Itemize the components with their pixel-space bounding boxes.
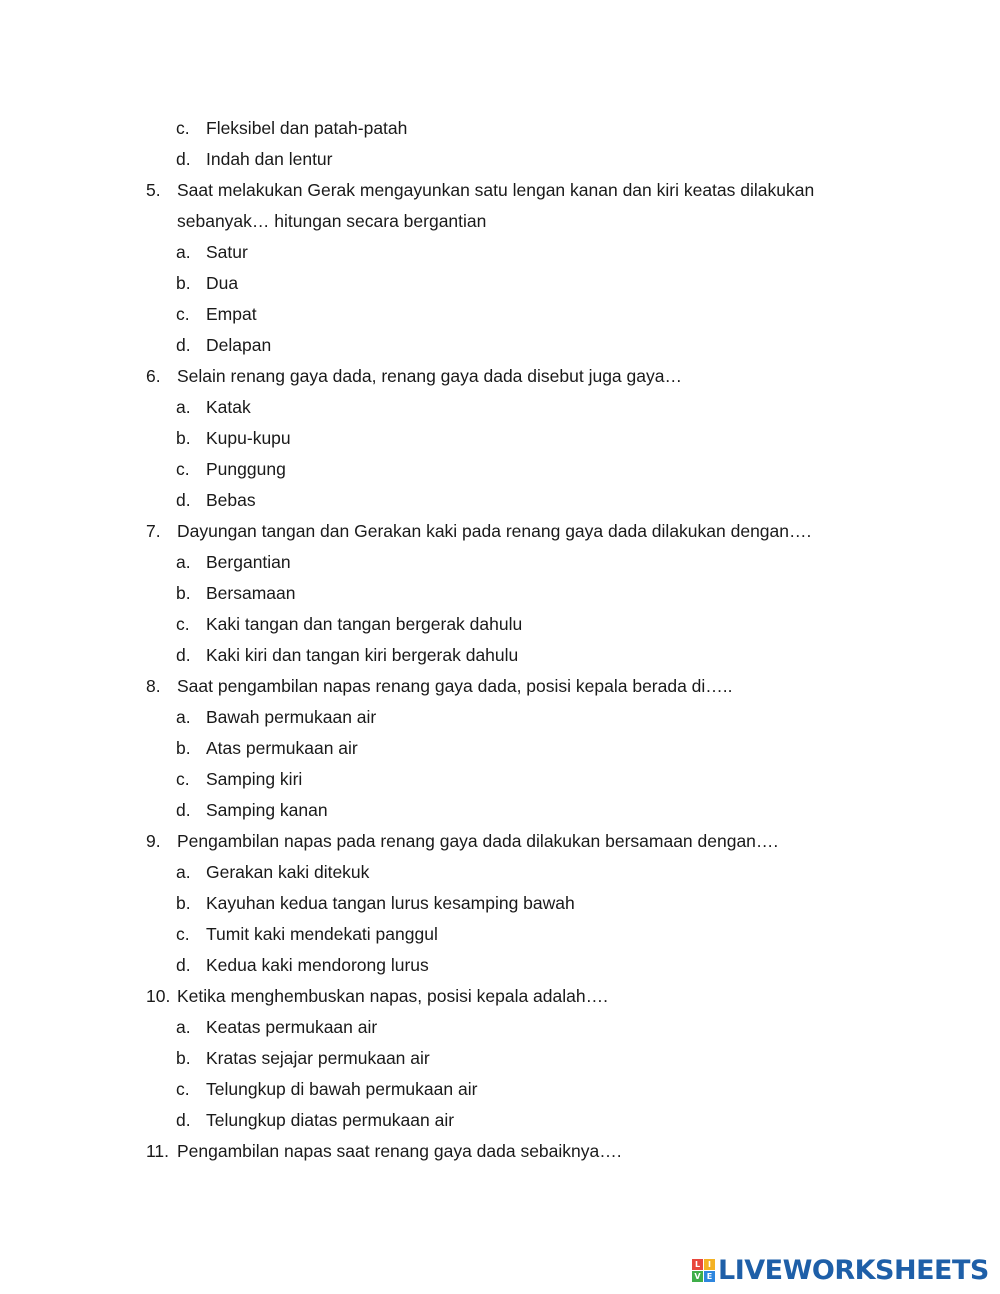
- option-text: Katak: [206, 397, 251, 417]
- option-letter: a.: [176, 552, 191, 572]
- logo-blocks-icon: [692, 1259, 715, 1282]
- option-letter: d.: [176, 149, 191, 169]
- option-letter: a.: [176, 242, 191, 262]
- option-text: Samping kiri: [206, 769, 303, 789]
- option-letter: c.: [176, 304, 190, 324]
- option-text: Indah dan lentur: [206, 149, 333, 169]
- option-letter: b.: [176, 893, 191, 913]
- option-letter: d.: [176, 490, 191, 510]
- option-letter: b.: [176, 583, 191, 603]
- question-text: Pengambilan napas pada renang gaya dada dilakukan bersamaan dengan….: [177, 831, 779, 851]
- option-letter: c.: [176, 1079, 190, 1099]
- option-letter: a.: [176, 397, 191, 417]
- option-text: Keatas permukaan air: [206, 1017, 378, 1037]
- logo-block: E: [704, 1271, 715, 1282]
- option-text: Telungkup diatas permukaan air: [206, 1110, 455, 1130]
- question-text: Dayungan tangan dan Gerakan kaki pada renang gaya dada dilakukan dengan….: [177, 521, 812, 541]
- option-letter: c.: [176, 118, 190, 138]
- question-number: 9.: [146, 831, 161, 851]
- option-text: Kaki tangan dan tangan bergerak dahulu: [206, 614, 523, 634]
- liveworksheets-logo: [692, 1253, 989, 1287]
- option-text: Kedua kaki mendorong lurus: [206, 955, 429, 975]
- option-text: Dua: [206, 273, 239, 293]
- option-text: Samping kanan: [206, 800, 328, 820]
- option-text: Delapan: [206, 335, 272, 355]
- question-number: 10.: [146, 986, 171, 1006]
- option-letter: d.: [176, 1110, 191, 1130]
- option-letter: a.: [176, 862, 191, 882]
- question-text: sebanyak… hitungan secara bergantian: [177, 211, 487, 231]
- question-number: 8.: [146, 676, 161, 696]
- option-letter: d.: [176, 335, 191, 355]
- option-letter: d.: [176, 645, 191, 665]
- option-text: Atas permukaan air: [206, 738, 358, 758]
- option-text: Telungkup di bawah permukaan air: [206, 1079, 478, 1099]
- option-text: Punggung: [206, 459, 286, 479]
- option-letter: a.: [176, 707, 191, 727]
- option-text: Kayuhan kedua tangan lurus kesamping bawah: [206, 893, 575, 913]
- question-text: Saat pengambilan napas renang gaya dada, posisi kepala berada di…..: [177, 676, 733, 696]
- question-number: 11.: [146, 1141, 170, 1161]
- option-letter: d.: [176, 955, 191, 975]
- option-text: Bawah permukaan air: [206, 707, 377, 727]
- option-text: Bersamaan: [206, 583, 296, 603]
- logo-block: V: [692, 1271, 703, 1282]
- option-text: Tumit kaki mendekati panggul: [206, 924, 438, 944]
- option-letter: c.: [176, 459, 190, 479]
- option-letter: b.: [176, 273, 191, 293]
- option-text: Empat: [206, 304, 257, 324]
- option-text: Kratas sejajar permukaan air: [206, 1048, 430, 1068]
- option-letter: a.: [176, 1017, 191, 1037]
- option-letter: c.: [176, 614, 190, 634]
- logo-text: LIVEWORKSHEETS: [718, 1254, 989, 1286]
- option-text: Fleksibel dan patah-patah: [206, 118, 408, 138]
- option-letter: d.: [176, 800, 191, 820]
- question-text: Pengambilan napas saat renang gaya dada sebaiknya….: [177, 1141, 622, 1161]
- option-letter: c.: [176, 769, 190, 789]
- logo-block: L: [692, 1259, 703, 1270]
- question-text: Ketika menghembuskan napas, posisi kepala adalah….: [177, 986, 608, 1006]
- option-letter: b.: [176, 1048, 191, 1068]
- option-text: Satur: [206, 242, 248, 262]
- question-text: Selain renang gaya dada, renang gaya dada disebut juga gaya…: [177, 366, 682, 386]
- question-text: Saat melakukan Gerak mengayunkan satu lengan kanan dan kiri keatas dilakukan: [177, 180, 815, 200]
- logo-block: I: [704, 1259, 715, 1270]
- option-letter: b.: [176, 428, 191, 448]
- question-number: 7.: [146, 521, 161, 541]
- option-text: Bergantian: [206, 552, 291, 572]
- question-number: 6.: [146, 366, 161, 386]
- option-text: Kaki kiri dan tangan kiri bergerak dahulu: [206, 645, 519, 665]
- option-text: Kupu-kupu: [206, 428, 291, 448]
- option-text: Bebas: [206, 490, 256, 510]
- question-number: 5.: [146, 180, 161, 200]
- option-text: Gerakan kaki ditekuk: [206, 862, 370, 882]
- option-letter: b.: [176, 738, 191, 758]
- option-letter: c.: [176, 924, 190, 944]
